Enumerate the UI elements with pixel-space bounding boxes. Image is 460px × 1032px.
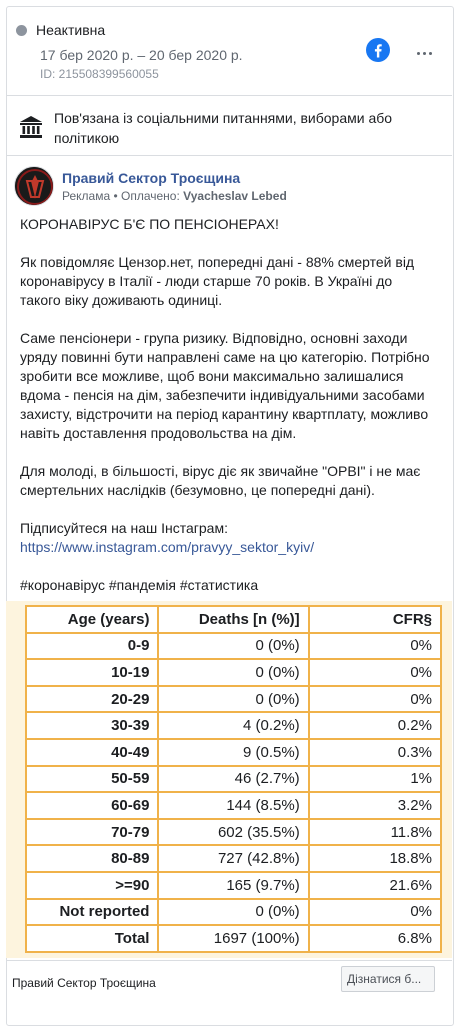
table-cell: 3.2%: [309, 792, 441, 819]
divider: [6, 155, 452, 156]
table-cell: 602 (35.5%): [158, 819, 308, 846]
table-header-row: [26, 606, 441, 633]
more-options-icon[interactable]: [414, 44, 434, 64]
table-cell: 165 (9.7%): [158, 872, 308, 899]
table-cell: 21.6%: [309, 872, 441, 899]
sponsored-line: [62, 189, 287, 203]
table-cell: 60-69: [26, 792, 158, 819]
table-cell: 1697 (100%): [158, 925, 308, 952]
page-avatar[interactable]: [14, 166, 54, 206]
ad-dates: 17 бер 2020 р. – 20 бер 2020 р.: [40, 47, 243, 63]
table-cell: 0-9: [26, 633, 158, 660]
table-cell: 0.3%: [309, 739, 441, 766]
table-cell: 20-29: [26, 686, 158, 713]
table-row: [26, 792, 441, 819]
table-cell: 70-79: [26, 819, 158, 846]
table-cell: 50-59: [26, 766, 158, 793]
avatar-logo-icon: [15, 167, 54, 206]
table-cell: 0%: [309, 686, 441, 713]
post-headline: КОРОНАВІРУС Б'Є ПО ПЕНСІОНЕРАХ!: [20, 216, 279, 232]
post-paragraph-1: Як повідомляє Цензор.нет, попередні дані - 88% смертей від коронавірусу в Італії - люди старше 70 років. В Україні до такого віку доживають одиниці.: [20, 254, 415, 308]
table-cell: Not reported: [26, 899, 158, 926]
table-cell: 0 (0%): [158, 686, 308, 713]
table-row: [26, 872, 441, 899]
table-cell: 18.8%: [309, 845, 441, 872]
facebook-icon[interactable]: [366, 38, 390, 62]
divider: [6, 960, 452, 961]
learn-more-button[interactable]: Дізнатися б...: [341, 966, 435, 992]
page-name-link[interactable]: Правий Сектор Троєщина: [62, 170, 241, 186]
post-body: [20, 215, 432, 595]
table-cell: 40-49: [26, 739, 158, 766]
table-header: CFR§: [309, 606, 441, 633]
table-row: [26, 766, 441, 793]
institution-icon: [18, 114, 44, 140]
table-cell: 4 (0.2%): [158, 712, 308, 739]
status-dot-icon: [16, 25, 27, 36]
post-paragraph-2: Саме пенсіонери - група ризику. Відповідно, основні заходи уряду повинні бути направлені саме на цю категорію. Потрібно зробити все можливе, щоб вони максимально залишалися вдома - пенсія на дім, забезпечити індивідуальними засобами захисту, відстрочити на період карантину квартплату, можливо навіть доставлення продовольства на дім.: [20, 330, 430, 441]
instagram-link[interactable]: https://www.instagram.com/pravyy_sektor_kyiv/: [20, 539, 315, 555]
table-row: [26, 686, 441, 713]
table-cell: 0 (0%): [158, 633, 308, 660]
table-row: [26, 712, 441, 739]
post-paragraph-4-label: Підписуйтеся на наш Інстаграм:: [20, 520, 228, 536]
status-text: Неактивна: [36, 22, 106, 38]
ad-image-table[interactable]: [6, 601, 452, 958]
table-cell: 727 (42.8%): [158, 845, 308, 872]
table-cell: 0%: [309, 899, 441, 926]
table-cell: 9 (0.5%): [158, 739, 308, 766]
table-row: [26, 739, 441, 766]
ad-id: ID: 215508399560055: [40, 67, 159, 81]
sponsored-prefix: Реклама • Оплачено:: [62, 189, 180, 203]
covid-stats-table: [25, 605, 442, 953]
table-header: Age (years): [26, 606, 158, 633]
table-row: [26, 899, 441, 926]
table-cell: >=90: [26, 872, 158, 899]
post-paragraph-3: Для молоді, в більшості, вірус діє як звичайне "ОРВІ" і не має смертельних наслідків (безумовно, це попередні дані).: [20, 463, 421, 498]
table-row: [26, 819, 441, 846]
table-row: [26, 633, 441, 660]
table-cell: 30-39: [26, 712, 158, 739]
table-row: [26, 925, 441, 952]
status-row: [16, 22, 105, 38]
divider: [6, 95, 452, 96]
table-cell: 0%: [309, 633, 441, 660]
post-hashtags: #коронавірус #пандемія #статистика: [20, 577, 259, 593]
table-cell: 1%: [309, 766, 441, 793]
table-cell: Total: [26, 925, 158, 952]
paid-by: Vyacheslav Lebed: [183, 189, 287, 203]
table-body: [26, 633, 441, 952]
table-cell: 0 (0%): [158, 659, 308, 686]
table-cell: 11.8%: [309, 819, 441, 846]
table-row: [26, 845, 441, 872]
table-cell: 46 (2.7%): [158, 766, 308, 793]
table-cell: 144 (8.5%): [158, 792, 308, 819]
table-cell: 80-89: [26, 845, 158, 872]
table-cell: 10-19: [26, 659, 158, 686]
table-header: Deaths [n (%)]: [158, 606, 308, 633]
table-cell: 0 (0%): [158, 899, 308, 926]
table-cell: 6.8%: [309, 925, 441, 952]
political-notice: Пов'язана із соціальними питаннями, виборами або політикою: [54, 110, 393, 146]
footer-page-name: Правий Сектор Троєщина: [12, 976, 156, 990]
table-cell: 0%: [309, 659, 441, 686]
table-cell: 0.2%: [309, 712, 441, 739]
table-row: [26, 659, 441, 686]
